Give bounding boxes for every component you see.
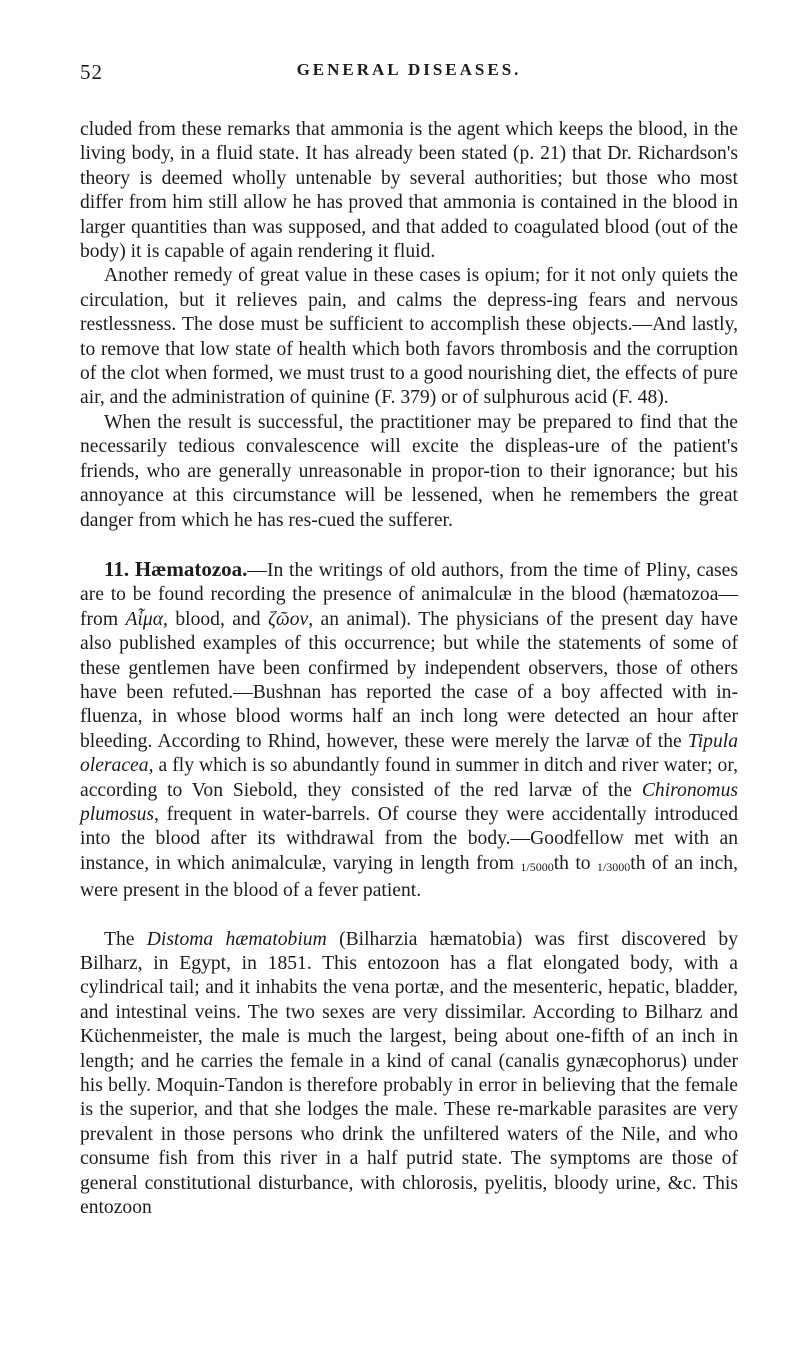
paragraph-distoma xyxy=(80,928,738,1221)
page-number: 52 xyxy=(80,60,103,84)
distoma-text: (Bilharzia hæmatobia) was first discovered by Bilharz, in Egypt, in 1851. This entozoon has a flat elongated body, with a cylindrical tail; and it inhabits the vena portæ, and the mesenteric, hepatic, bladder, and intestinal veins. The two sexes are very dissimilar. According to Bilharz and Küchenmeister, the male is much the largest, being about one-fifth of an inch in length; and he carries the female in a kind of canal (canalis gynæcophorus) under his belly. Moquin-Tandon is therefore probably in error in believing that the female is the superior, and that she lodges the male. These re-markable parasites are very prevalent in those persons who drink the unfiltered waters of the Nile, and who consume fish from this river in a half putrid state. The symptoms are those of general constitutional disturbance, with chlorosis, pyelitis, bloody urine, &c. This entozoon xyxy=(80,928,738,1219)
body-text xyxy=(80,118,738,1220)
section-text-3: , an animal). The physicians of the present day have also published examples of this occurrence; but while the statements of some of these gentlemen have been confirmed by independent observers, those of others have been refuted.—Bushnan has reported the case of a boy affected with in-fluenza, in whose blood worms half an inch long were detected an hour after bleeding. According to Rhind, however, these were merely the larvæ of the xyxy=(80,608,738,752)
section-text-4: , a fly which is so abundantly found in summer in ditch and river water; or, according to Von Siebold, they consisted of the red larvæ of the xyxy=(80,755,738,801)
paragraph-2: Another remedy of great value in these cases is opium; for it not only quiets the circulation, but it relieves pain, and calms the depress-ing fears and nervous restlessness. The dose must be sufficient to accomplish these objects.—And lastly, to remove that low state of health which both favors thrombosis and the corruption of the clot when formed, we must trust to a good nourishing diet, the effects of pure air, and the administration of quinine (F. 379) or of sulphurous acid (F. 48). xyxy=(80,265,738,409)
section-text-1: —In the writings of old authors, from the time of Pliny, cases are to be found recording the presence of animalculæ in the blood (hæmatozoa—from xyxy=(80,559,738,630)
paragraph-3: When the result is successful, the practitioner may be prepared to find that the necessarily tedious convalescence will excite the displeas-ure of the patient's friends, who are generally unreasonable in propor-tion to their ignorance; but his annoyance at this circumstance will be lessened, when he remembers the great danger from which he has res-cued the sufferer. xyxy=(80,411,738,531)
paragraph-1: cluded from these remarks that ammonia is the agent which keeps the blood, in the living body, in a fluid state. It has already been stated (p. 21) that Dr. Richardson's theory is deemed wholly untenable by several authorities; but those who most differ from him still allow he has proved that ammonia is contained in the blood in larger quantities than was supposed, and that added to coagulated blood (out of the body) it is capable of again rendering it fluid. xyxy=(80,119,738,263)
greek-word-animal: ζῶον xyxy=(267,608,309,630)
section-text-6: th to xyxy=(553,852,597,874)
section-text-2: , blood, and xyxy=(163,608,268,630)
section-title: Hæmatozoa. xyxy=(134,556,248,581)
species-tipula: Tipula oleracea xyxy=(80,730,738,777)
page-header xyxy=(80,0,738,84)
fraction-2: 1/3000 xyxy=(596,859,631,874)
section-number: 11. xyxy=(104,556,130,581)
running-head: GENERAL DISEASES. xyxy=(296,60,522,79)
section-text-5: , frequent in water-barrels. Of course they were accidentally introduced into the blood after its withdrawal from the body.—Goodfellow met with an instance, in which animalculæ, varying in length from xyxy=(80,803,738,874)
distoma-lead: The xyxy=(104,928,147,950)
fraction-1: 1/5000 xyxy=(520,859,554,874)
species-distoma: Distoma hæmatobium xyxy=(146,928,327,950)
section-text-7: th of an inch, were present in the blood of a fever patient. xyxy=(80,852,738,902)
section-haematozoa xyxy=(80,557,738,904)
species-chironomus: Chironomus plumosus xyxy=(80,779,738,825)
greek-word-blood: Aἷμα xyxy=(125,608,164,630)
